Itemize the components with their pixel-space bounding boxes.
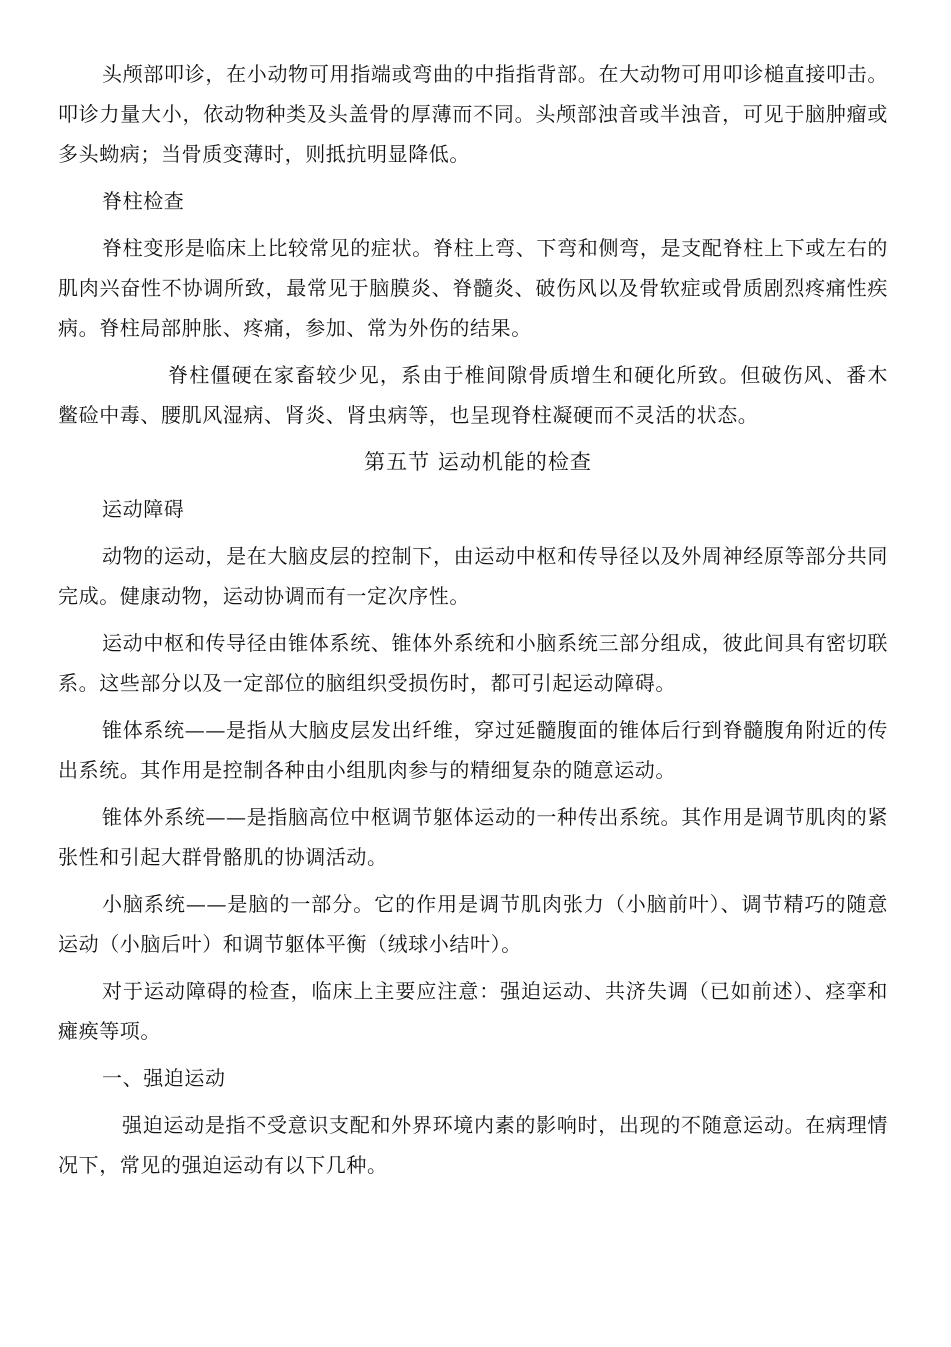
- paragraph-pyramidal-system: 锥体系统——是指从大脑皮层发出纤维，穿过延髓腹面的锥体后行到脊髓腹角附近的传出系统。其作用是控制各种由小组肌肉参与的精细复杂的随意运动。: [58, 718, 888, 782]
- paragraph-spine-deformity: 脊柱变形是临床上比较常见的症状。脊柱上弯、下弯和侧弯，是支配脊柱上下或左右的肌肉兴奋性不协调所致，最常见于脑膜炎、脊髓炎、破伤风以及骨软症或骨质剧烈疼痛性疾病。脊柱局部肿胀、疼痛，参加、常为外伤的结果。: [58, 236, 888, 340]
- section-title: 第五节 运动机能的检查: [364, 450, 592, 474]
- paragraph-spine-stiffness: 脊柱僵硬在家畜较少见，系由于椎间隙骨质增生和硬化所致。但破伤风、番木鳖硷中毒、腰肌风湿病、肾炎、肾虫病等，也呈现脊柱凝硬而不灵活的状态。: [58, 363, 888, 427]
- paragraph-extrapyramidal-system: 锥体外系统——是指脑高位中枢调节躯体运动的一种传出系统。其作用是调节肌肉的紧张性和引起大群骨骼肌的协调活动。: [58, 805, 888, 869]
- heading-spine-exam: 脊柱检查: [102, 189, 185, 213]
- paragraph-cerebellar-system: 小脑系统——是脑的一部分。它的作用是调节肌肉张力（小脑前叶）、调节精巧的随意运动（小脑后叶）和调节躯体平衡（绒球小结叶）。: [58, 892, 888, 956]
- paragraph-motor-exam: 对于运动障碍的检查，临床上主要应注意：强迫运动、共济失调（已如前述）、痉挛和瘫痪等项。: [58, 979, 888, 1043]
- heading-motor-disorder: 运动障碍: [102, 497, 185, 521]
- paragraph-motor-center: 运动中枢和传导径由锥体系统、锥体外系统和小脑系统三部分组成，彼此间具有密切联系。这些部分以及一定部位的脑组织受损伤时，都可引起运动障碍。: [58, 631, 888, 695]
- document-page: [58, 54, 888, 1192]
- paragraph-forced-movement: 强迫运动是指不受意识支配和外界环境内素的影响时，出现的不随意运动。在病理情况下，常见的强迫运动有以下几种。: [58, 1113, 888, 1177]
- heading-forced-movement: 一、强迫运动: [102, 1066, 226, 1090]
- paragraph-skull-percussion: 头颅部叩诊，在小动物可用指端或弯曲的中指指背部。在大动物可用叩诊槌直接叩击。叩诊力量大小，依动物种类及头盖骨的厚薄而不同。头颅部浊音或半浊音，可见于脑肿瘤或多头蚴病；当骨质变薄时，则抵抗明显降低。: [58, 62, 888, 166]
- paragraph-animal-movement: 动物的运动，是在大脑皮层的控制下，由运动中枢和传导径以及外周神经原等部分共同完成。健康动物，运动协调而有一定次序性。: [58, 544, 888, 608]
